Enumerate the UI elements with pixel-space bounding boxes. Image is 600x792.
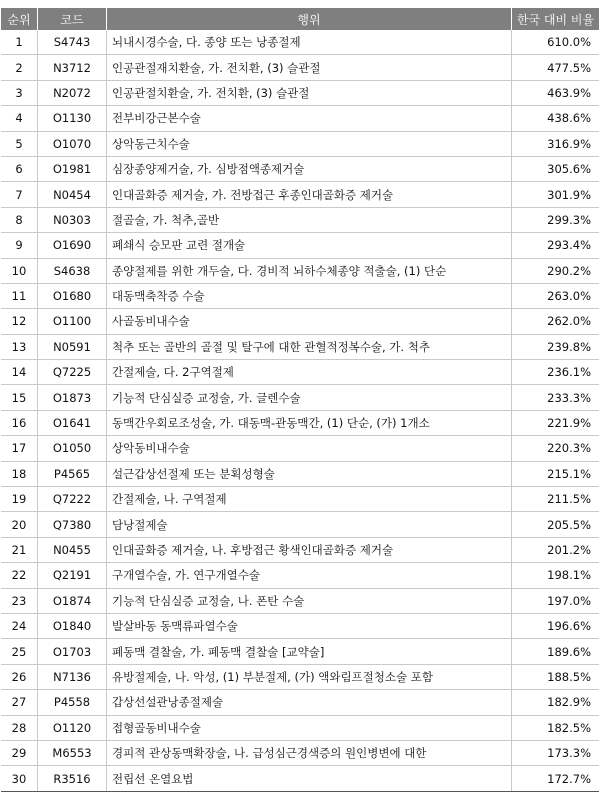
action-cell: 설근갑상선절제 또는 분획성형술 xyxy=(107,461,512,486)
ratio-cell: 463.9% xyxy=(512,80,600,105)
action-cell: 폐동맥 결찰술, 가. 폐동맥 결찰술 [교약술] xyxy=(107,639,512,664)
code-cell: O1680 xyxy=(38,283,107,308)
action-cell: 갑상선설관낭종절제술 xyxy=(107,690,512,715)
table-row xyxy=(1,283,599,308)
ratio-cell: 301.9% xyxy=(512,182,600,207)
code-cell: O1130 xyxy=(38,106,107,131)
code-cell: N0454 xyxy=(38,182,107,207)
action-cell: 접형골동비내수술 xyxy=(107,715,512,740)
action-cell: 상악동비내수술 xyxy=(107,436,512,461)
ratio-cell: 477.5% xyxy=(512,55,600,80)
rank-cell: 21 xyxy=(1,537,38,562)
code-cell: N3712 xyxy=(38,55,107,80)
action-cell: 간절제술, 나. 구역절제 xyxy=(107,487,512,512)
ratio-cell: 293.4% xyxy=(512,233,600,258)
code-cell: N0455 xyxy=(38,537,107,562)
code-cell: O1641 xyxy=(38,410,107,435)
header-code: 코드 xyxy=(38,8,107,30)
code-cell: Q7222 xyxy=(38,487,107,512)
table-row xyxy=(1,664,599,689)
rank-cell: 4 xyxy=(1,106,38,131)
code-cell: M6553 xyxy=(38,740,107,765)
action-cell: 인공관절재치환술, 가. 전치환, (3) 슬관절 xyxy=(107,55,512,80)
rank-cell: 22 xyxy=(1,563,38,588)
rank-cell: 28 xyxy=(1,715,38,740)
code-cell: Q7380 xyxy=(38,512,107,537)
ratio-cell: 188.5% xyxy=(512,664,600,689)
rank-cell: 2 xyxy=(1,55,38,80)
code-cell: S4743 xyxy=(38,30,107,55)
rank-cell: 27 xyxy=(1,690,38,715)
rank-cell: 26 xyxy=(1,664,38,689)
table-row xyxy=(1,182,599,207)
action-cell: 인대골화증 제거술, 가. 전방접근 후종인대골화증 제거술 xyxy=(107,182,512,207)
action-cell: 기능적 단심실증 교정술, 나. 폰탄 수술 xyxy=(107,588,512,613)
rank-cell: 5 xyxy=(1,131,38,156)
rank-cell: 3 xyxy=(1,80,38,105)
rank-cell: 23 xyxy=(1,588,38,613)
code-cell: N0591 xyxy=(38,334,107,359)
table-row xyxy=(1,436,599,461)
ratio-cell: 197.0% xyxy=(512,588,600,613)
ratio-cell: 182.5% xyxy=(512,715,600,740)
rank-cell: 12 xyxy=(1,309,38,334)
code-cell: O1050 xyxy=(38,436,107,461)
action-cell: 발살바동 동맥류파열수술 xyxy=(107,613,512,638)
code-cell: O1070 xyxy=(38,131,107,156)
action-cell: 뇌내시경수술, 다. 종양 또는 낭종절제 xyxy=(107,30,512,55)
header-rank: 순위 xyxy=(1,8,38,30)
code-cell: O1840 xyxy=(38,613,107,638)
table-row xyxy=(1,131,599,156)
code-cell: O1874 xyxy=(38,588,107,613)
rank-cell: 13 xyxy=(1,334,38,359)
action-cell: 담낭절제술 xyxy=(107,512,512,537)
ratio-cell: 233.3% xyxy=(512,385,600,410)
action-cell: 폐쇄식 승모판 교련 절개술 xyxy=(107,233,512,258)
rank-cell: 8 xyxy=(1,207,38,232)
table-row xyxy=(1,309,599,334)
table-row xyxy=(1,30,599,55)
code-cell: Q2191 xyxy=(38,563,107,588)
rank-cell: 14 xyxy=(1,360,38,385)
table-row xyxy=(1,588,599,613)
rank-cell: 1 xyxy=(1,30,38,55)
table-row xyxy=(1,410,599,435)
ratio-cell: 182.9% xyxy=(512,690,600,715)
table-row xyxy=(1,55,599,80)
table-row xyxy=(1,106,599,131)
ratio-cell: 215.1% xyxy=(512,461,600,486)
code-cell: O1120 xyxy=(38,715,107,740)
table-row xyxy=(1,156,599,181)
ratio-cell: 290.2% xyxy=(512,258,600,283)
table-row xyxy=(1,233,599,258)
ratio-cell: 263.0% xyxy=(512,283,600,308)
ratio-cell: 172.7% xyxy=(512,766,600,791)
table-row xyxy=(1,715,599,740)
code-cell: O1703 xyxy=(38,639,107,664)
header-ratio: 한국 대비 비율 xyxy=(512,8,600,30)
ratio-cell: 201.2% xyxy=(512,537,600,562)
table-row xyxy=(1,766,599,791)
action-cell: 척추 또는 골반의 골절 및 탈구에 대한 관혈적정복수술, 가. 척추 xyxy=(107,334,512,359)
rank-cell: 29 xyxy=(1,740,38,765)
ratio-cell: 196.6% xyxy=(512,613,600,638)
code-cell: O1981 xyxy=(38,156,107,181)
table-row xyxy=(1,639,599,664)
table-row xyxy=(1,461,599,486)
ranking-table xyxy=(1,8,599,792)
table-row xyxy=(1,512,599,537)
rank-cell: 25 xyxy=(1,639,38,664)
rank-cell: 16 xyxy=(1,410,38,435)
code-cell: N2072 xyxy=(38,80,107,105)
table-row xyxy=(1,613,599,638)
action-cell: 전부비강근본수술 xyxy=(107,106,512,131)
ratio-cell: 305.6% xyxy=(512,156,600,181)
rank-cell: 7 xyxy=(1,182,38,207)
table-row xyxy=(1,360,599,385)
table-row xyxy=(1,80,599,105)
header-action: 행위 xyxy=(107,8,512,30)
table-row xyxy=(1,385,599,410)
ratio-cell: 220.3% xyxy=(512,436,600,461)
action-cell: 인공관절치환술, 가. 전치환, (3) 슬관절 xyxy=(107,80,512,105)
rank-cell: 6 xyxy=(1,156,38,181)
action-cell: 동맥간우회로조성술, 가. 대동맥-관동맥간, (1) 단순, (가) 1개소 xyxy=(107,410,512,435)
code-cell: Q7225 xyxy=(38,360,107,385)
ratio-cell: 211.5% xyxy=(512,487,600,512)
ratio-cell: 299.3% xyxy=(512,207,600,232)
action-cell: 심장종양제거술, 가. 심방점액종제거술 xyxy=(107,156,512,181)
code-cell: N7136 xyxy=(38,664,107,689)
table-header-row xyxy=(1,8,599,30)
action-cell: 간절제술, 다. 2구역절제 xyxy=(107,360,512,385)
ratio-cell: 198.1% xyxy=(512,563,600,588)
table-row xyxy=(1,207,599,232)
code-cell: P4565 xyxy=(38,461,107,486)
action-cell: 전립선 온열요법 xyxy=(107,766,512,791)
ratio-cell: 262.0% xyxy=(512,309,600,334)
code-cell: N0303 xyxy=(38,207,107,232)
rank-cell: 9 xyxy=(1,233,38,258)
rank-cell: 24 xyxy=(1,613,38,638)
ratio-cell: 221.9% xyxy=(512,410,600,435)
table-row xyxy=(1,258,599,283)
action-cell: 경피적 관상동맥확장술, 나. 급성심근경색증의 원인병변에 대한 xyxy=(107,740,512,765)
action-cell: 사골동비내수술 xyxy=(107,309,512,334)
ratio-cell: 316.9% xyxy=(512,131,600,156)
table-row xyxy=(1,690,599,715)
rank-cell: 10 xyxy=(1,258,38,283)
action-cell: 유방절제술, 나. 악성, (1) 부분절제, (가) 액와림프절청소술 포함 xyxy=(107,664,512,689)
rank-cell: 18 xyxy=(1,461,38,486)
ratio-cell: 438.6% xyxy=(512,106,600,131)
table-row xyxy=(1,487,599,512)
ratio-cell: 205.5% xyxy=(512,512,600,537)
code-cell: O1100 xyxy=(38,309,107,334)
action-cell: 인대골화증 제거술, 나. 후방접근 황색인대골화증 제거술 xyxy=(107,537,512,562)
table-row xyxy=(1,563,599,588)
action-cell: 기능적 단심실증 교정술, 가. 글렌수술 xyxy=(107,385,512,410)
code-cell: O1690 xyxy=(38,233,107,258)
code-cell: P4558 xyxy=(38,690,107,715)
ratio-cell: 236.1% xyxy=(512,360,600,385)
table-row xyxy=(1,740,599,765)
ratio-cell: 189.6% xyxy=(512,639,600,664)
table-row xyxy=(1,537,599,562)
code-cell: O1873 xyxy=(38,385,107,410)
rank-cell: 30 xyxy=(1,766,38,791)
rank-cell: 15 xyxy=(1,385,38,410)
ratio-cell: 610.0% xyxy=(512,30,600,55)
action-cell: 절골술, 가. 척추,골반 xyxy=(107,207,512,232)
action-cell: 상악동근치수술 xyxy=(107,131,512,156)
code-cell: S4638 xyxy=(38,258,107,283)
ratio-cell: 173.3% xyxy=(512,740,600,765)
rank-cell: 17 xyxy=(1,436,38,461)
table-row xyxy=(1,334,599,359)
action-cell: 종양절제를 위한 개두술, 다. 경비적 뇌하수체종양 적출술, (1) 단순 xyxy=(107,258,512,283)
rank-cell: 19 xyxy=(1,487,38,512)
rank-cell: 11 xyxy=(1,283,38,308)
action-cell: 대동맥축착증 수술 xyxy=(107,283,512,308)
code-cell: R3516 xyxy=(38,766,107,791)
ratio-cell: 239.8% xyxy=(512,334,600,359)
action-cell: 구개열수술, 가. 연구개열수술 xyxy=(107,563,512,588)
rank-cell: 20 xyxy=(1,512,38,537)
